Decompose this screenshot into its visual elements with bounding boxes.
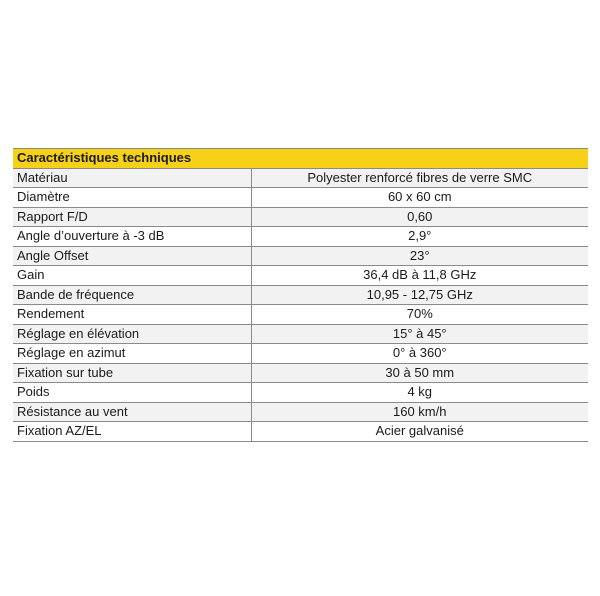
row-value: 4 kg — [251, 383, 588, 403]
row-value: Acier galvanisé — [251, 422, 588, 442]
row-label: Angle d’ouverture à -3 dB — [13, 227, 251, 247]
row-label: Angle Offset — [13, 246, 251, 266]
row-value: 10,95 - 12,75 GHz — [251, 285, 588, 305]
row-label: Fixation AZ/EL — [13, 422, 251, 442]
row-label: Poids — [13, 383, 251, 403]
table-row — [13, 383, 588, 403]
table-row — [13, 168, 588, 188]
row-value: 23° — [251, 246, 588, 266]
row-label: Bande de fréquence — [13, 285, 251, 305]
row-label: Matériau — [13, 168, 251, 188]
table-row — [13, 305, 588, 325]
specifications-table — [13, 148, 588, 442]
row-label: Diamètre — [13, 188, 251, 208]
row-label: Fixation sur tube — [13, 363, 251, 383]
row-label: Réglage en azimut — [13, 344, 251, 364]
table-row — [13, 363, 588, 383]
row-value: 36,4 dB à 11,8 GHz — [251, 266, 588, 286]
table-row — [13, 402, 588, 422]
row-label: Rendement — [13, 305, 251, 325]
table-row — [13, 344, 588, 364]
table-row — [13, 246, 588, 266]
row-value: 2,9° — [251, 227, 588, 247]
table-row — [13, 207, 588, 227]
row-value: 15° à 45° — [251, 324, 588, 344]
table-row — [13, 188, 588, 208]
table-row — [13, 285, 588, 305]
table-header-title: Caractéristiques techniques — [13, 149, 588, 169]
row-value: 160 km/h — [251, 402, 588, 422]
table-row — [13, 266, 588, 286]
row-label: Rapport F/D — [13, 207, 251, 227]
table-row — [13, 422, 588, 442]
table-row — [13, 227, 588, 247]
row-value: 60 x 60 cm — [251, 188, 588, 208]
row-value: Polyester renforcé fibres de verre SMC — [251, 168, 588, 188]
table-header-row — [13, 149, 588, 169]
table-row — [13, 324, 588, 344]
row-label: Réglage en élévation — [13, 324, 251, 344]
row-label: Résistance au vent — [13, 402, 251, 422]
row-label: Gain — [13, 266, 251, 286]
row-value: 0° à 360° — [251, 344, 588, 364]
row-value: 70% — [251, 305, 588, 325]
row-value: 0,60 — [251, 207, 588, 227]
row-value: 30 à 50 mm — [251, 363, 588, 383]
